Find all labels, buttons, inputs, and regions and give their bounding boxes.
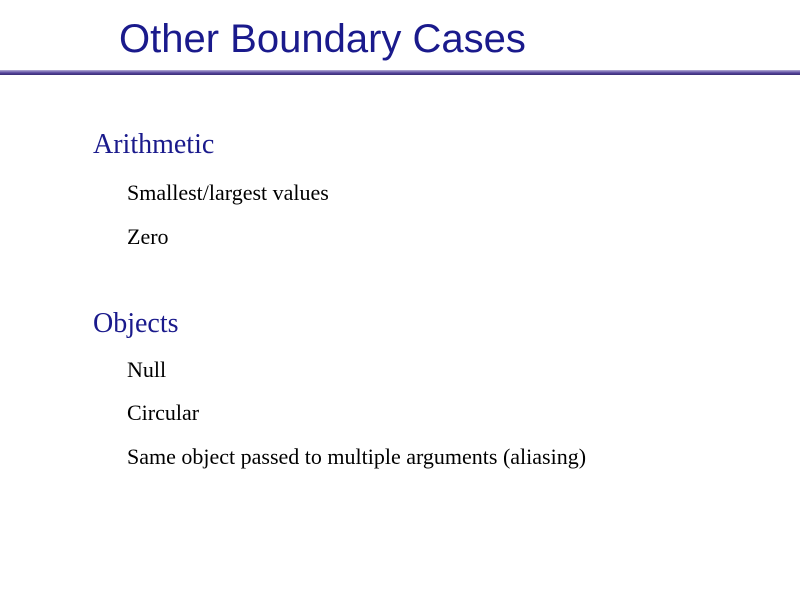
section-heading-arithmetic: Arithmetic (93, 129, 215, 160)
list-item: Zero (127, 224, 169, 249)
list-item: Null (127, 357, 167, 382)
list-item: Circular (127, 400, 200, 425)
slide-title: Other Boundary Cases (119, 17, 526, 61)
section-heading-objects: Objects (93, 308, 179, 339)
list-item: Smallest/largest values (127, 180, 329, 205)
list-item: Same object passed to multiple arguments (aliasing) (127, 444, 587, 469)
title-divider (0, 70, 800, 75)
